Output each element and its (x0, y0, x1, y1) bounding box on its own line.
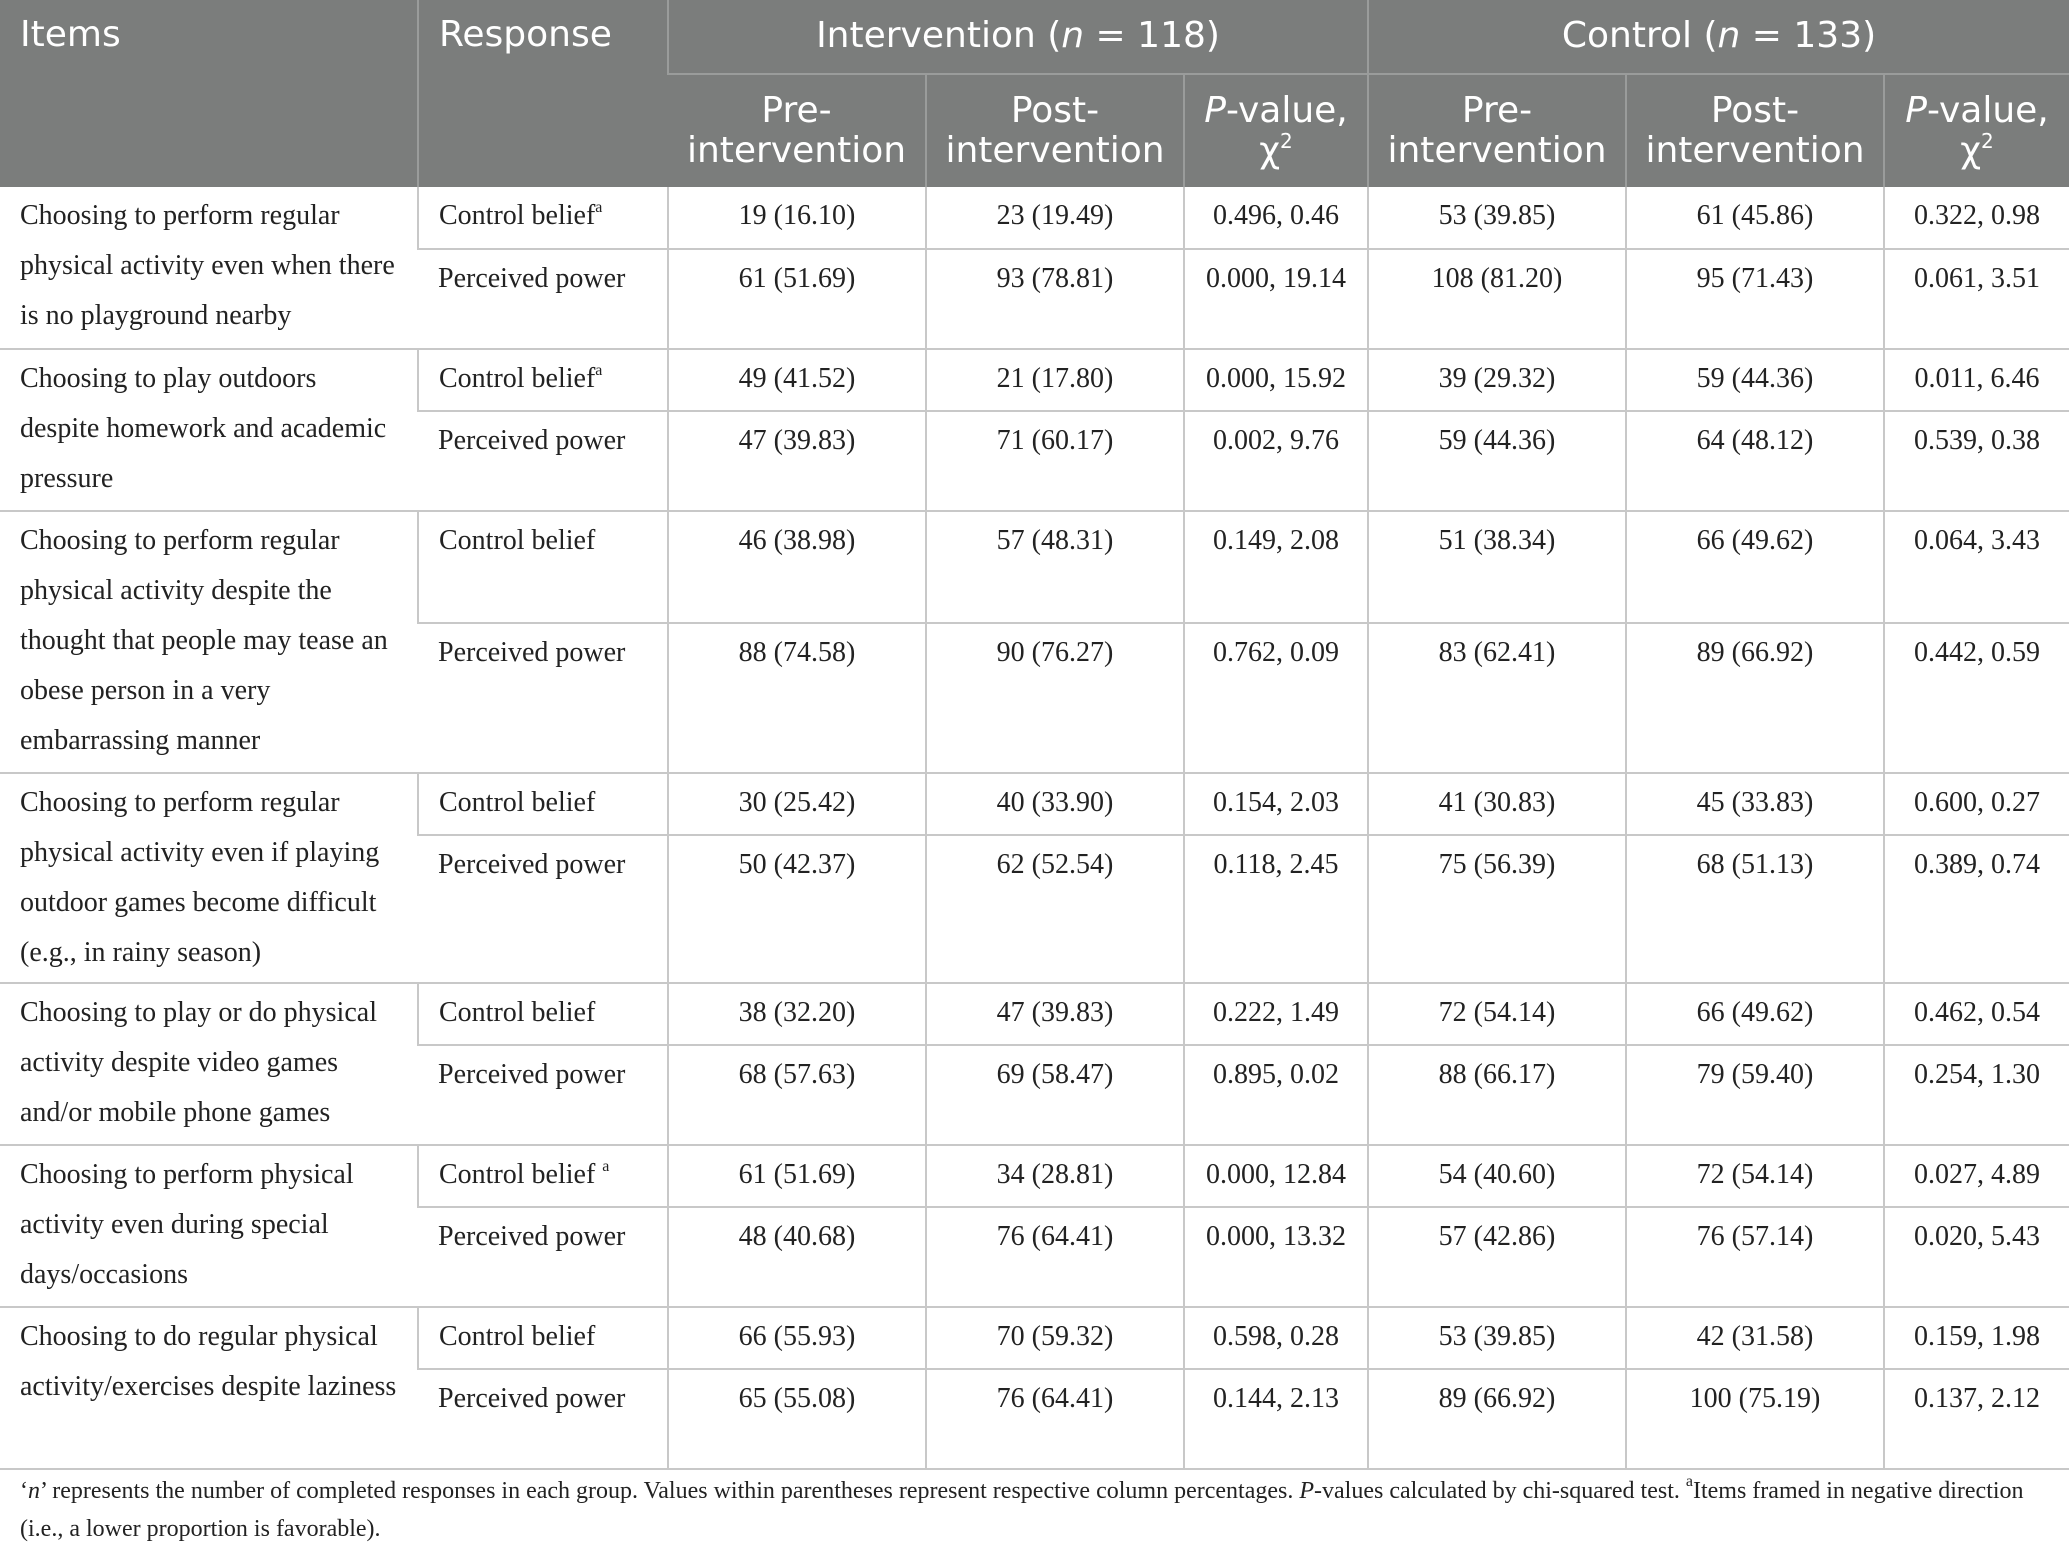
value-cell: 0.539, 0.38 (1884, 411, 2069, 511)
value-cell: 0.011, 6.46 (1884, 349, 2069, 411)
value-cell: 49 (41.52) (668, 349, 926, 411)
value-cell: 47 (39.83) (926, 983, 1184, 1045)
value-cell: 0.442, 0.59 (1884, 623, 2069, 773)
response-cell: Control belief (418, 511, 668, 623)
value-cell: 19 (16.10) (668, 187, 926, 249)
value-cell: 76 (64.41) (926, 1369, 1184, 1469)
value-cell: 0.149, 2.08 (1184, 511, 1368, 623)
value-cell: 66 (49.62) (1626, 511, 1884, 623)
value-cell: 76 (64.41) (926, 1207, 1184, 1307)
value-cell: 66 (55.93) (668, 1307, 926, 1369)
value-cell: 108 (81.20) (1368, 249, 1626, 349)
value-cell: 0.389, 0.74 (1884, 835, 2069, 983)
header-post-intervention: Post- intervention (926, 74, 1184, 187)
value-cell: 93 (78.81) (926, 249, 1184, 349)
value-cell: 0.462, 0.54 (1884, 983, 2069, 1045)
value-cell: 83 (62.41) (1368, 623, 1626, 773)
response-cell: Control belief (418, 773, 668, 835)
value-cell: 0.064, 3.43 (1884, 511, 2069, 623)
value-cell: 70 (59.32) (926, 1307, 1184, 1369)
value-cell: 0.000, 15.92 (1184, 349, 1368, 411)
value-cell: 100 (75.19) (1626, 1369, 1884, 1469)
value-cell: 48 (40.68) (668, 1207, 926, 1307)
value-cell: 59 (44.36) (1626, 349, 1884, 411)
value-cell: 41 (30.83) (1368, 773, 1626, 835)
table-footnote: ‘n’ represents the number of completed responses in each group. Values within parentheses represent respective column percentages. P-values calculated by chi-squared test. $^a$Items framed in negative direction (i.e., a lower proportion is favorable). (20, 1473, 2024, 1542)
header-control-group: Control (n = 133) (1368, 0, 2069, 74)
value-cell: 46 (38.98) (668, 511, 926, 623)
value-cell: 0.222, 1.49 (1184, 983, 1368, 1045)
value-cell: 30 (25.42) (668, 773, 926, 835)
item-cell: Choosing to perform regular physical activity even if playing outdoor games become difficult (e.g., in rainy season) (0, 773, 418, 983)
value-cell: 38 (32.20) (668, 983, 926, 1045)
value-cell: 66 (49.62) (1626, 983, 1884, 1045)
value-cell: 0.322, 0.98 (1884, 187, 2069, 249)
value-cell: 23 (19.49) (926, 187, 1184, 249)
value-cell: 0.600, 0.27 (1884, 773, 2069, 835)
value-cell: 68 (51.13) (1626, 835, 1884, 983)
value-cell: 47 (39.83) (668, 411, 926, 511)
header-post-intervention: Post- intervention (1626, 74, 1884, 187)
table-row (0, 187, 2069, 249)
value-cell: 90 (76.27) (926, 623, 1184, 773)
value-cell: 0.496, 0.46 (1184, 187, 1368, 249)
value-cell: 88 (66.17) (1368, 1045, 1626, 1145)
value-cell: 0.154, 2.03 (1184, 773, 1368, 835)
header-pre-intervention: Pre- intervention (1368, 74, 1626, 187)
response-cell: Perceived power (418, 835, 668, 983)
value-cell: 88 (74.58) (668, 623, 926, 773)
table-row (0, 1145, 2069, 1207)
value-cell: 34 (28.81) (926, 1145, 1184, 1207)
response-cell: Perceived power (418, 411, 668, 511)
response-cell: Control belief (418, 983, 668, 1045)
item-cell: Choosing to perform physical activity even during special days/occasions (0, 1145, 418, 1307)
header-response: Response (418, 0, 668, 187)
value-cell: 50 (42.37) (668, 835, 926, 983)
value-cell: 61 (51.69) (668, 249, 926, 349)
value-cell: 95 (71.43) (1626, 249, 1884, 349)
value-cell: 89 (66.92) (1626, 623, 1884, 773)
item-cell: Choosing to perform regular physical activity despite the thought that people may tease an obese person in a very embarrassing manner (0, 511, 418, 773)
value-cell: 76 (57.14) (1626, 1207, 1884, 1307)
value-cell: 79 (59.40) (1626, 1045, 1884, 1145)
response-cell: Perceived power (418, 623, 668, 773)
value-cell: 61 (51.69) (668, 1145, 926, 1207)
response-cell: Control belief (418, 1307, 668, 1369)
value-cell: 0.020, 5.43 (1884, 1207, 2069, 1307)
value-cell: 39 (29.32) (1368, 349, 1626, 411)
value-cell: 0.027, 4.89 (1884, 1145, 2069, 1207)
item-cell: Choosing to perform regular physical activity even when there is no playground nearby (0, 187, 418, 349)
value-cell: 72 (54.14) (1626, 1145, 1884, 1207)
header-pre-intervention: Pre- intervention (668, 74, 926, 187)
table-row (0, 983, 2069, 1045)
response-cell: Perceived power (418, 1045, 668, 1145)
value-cell: 0.118, 2.45 (1184, 835, 1368, 983)
value-cell: 0.000, 12.84 (1184, 1145, 1368, 1207)
value-cell: 62 (52.54) (926, 835, 1184, 983)
value-cell: 42 (31.58) (1626, 1307, 1884, 1369)
response-cell: Control belief $^a$ (418, 1145, 668, 1207)
value-cell: 54 (40.60) (1368, 1145, 1626, 1207)
value-cell: 69 (58.47) (926, 1045, 1184, 1145)
value-cell: 40 (33.90) (926, 773, 1184, 835)
response-cell: Control belief$^a$ (418, 187, 668, 249)
value-cell: 65 (55.08) (668, 1369, 926, 1469)
value-cell: 0.254, 1.30 (1884, 1045, 2069, 1145)
value-cell: 75 (56.39) (1368, 835, 1626, 983)
value-cell: 0.598, 0.28 (1184, 1307, 1368, 1369)
value-cell: 0.061, 3.51 (1884, 249, 2069, 349)
value-cell: 71 (60.17) (926, 411, 1184, 511)
value-cell: 64 (48.12) (1626, 411, 1884, 511)
value-cell: 0.895, 0.02 (1184, 1045, 1368, 1145)
item-cell: Choosing to play outdoors despite homework and academic pressure (0, 349, 418, 511)
value-cell: 0.000, 19.14 (1184, 249, 1368, 349)
value-cell: 57 (48.31) (926, 511, 1184, 623)
header-items: Items (0, 0, 418, 187)
value-cell: 89 (66.92) (1368, 1369, 1626, 1469)
value-cell: 53 (39.85) (1368, 1307, 1626, 1369)
table-row (0, 349, 2069, 411)
value-cell: 0.159, 1.98 (1884, 1307, 2069, 1369)
response-cell: Perceived power (418, 1369, 668, 1469)
value-cell: 57 (42.86) (1368, 1207, 1626, 1307)
value-cell: 21 (17.80) (926, 349, 1184, 411)
header-row-1 (0, 0, 2069, 74)
value-cell: 0.000, 13.32 (1184, 1207, 1368, 1307)
value-cell: 0.762, 0.09 (1184, 623, 1368, 773)
value-cell: 45 (33.83) (1626, 773, 1884, 835)
table-row (0, 773, 2069, 835)
value-cell: 72 (54.14) (1368, 983, 1626, 1045)
value-cell: 0.137, 2.12 (1884, 1369, 2069, 1469)
value-cell: 0.144, 2.13 (1184, 1369, 1368, 1469)
value-cell: 0.002, 9.76 (1184, 411, 1368, 511)
response-cell: Perceived power (418, 249, 668, 349)
header-intervention-group: Intervention (n = 118) (668, 0, 1368, 74)
value-cell: 51 (38.34) (1368, 511, 1626, 623)
value-cell: 61 (45.86) (1626, 187, 1884, 249)
table-row (0, 1307, 2069, 1369)
value-cell: 53 (39.85) (1368, 187, 1626, 249)
table-row (0, 511, 2069, 623)
response-cell: Perceived power (418, 1207, 668, 1307)
value-cell: 59 (44.36) (1368, 411, 1626, 511)
header-p-value: P-value, $\chi^2$ (1184, 74, 1368, 187)
item-cell: Choosing to play or do physical activity despite video games and/or mobile phone games (0, 983, 418, 1145)
item-cell: Choosing to do regular physical activity/exercises despite laziness (0, 1307, 418, 1469)
value-cell: 68 (57.63) (668, 1045, 926, 1145)
response-cell: Control belief$^a$ (418, 349, 668, 411)
header-p-value: P-value, $\chi^2$ (1884, 74, 2069, 187)
